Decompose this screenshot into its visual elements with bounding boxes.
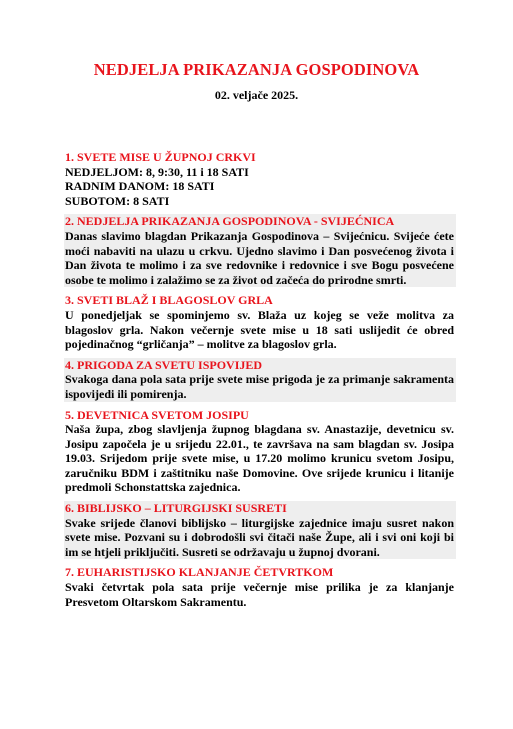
section-heading: 4. PRIGODA ZA SVETU ISPOVIJED	[65, 357, 263, 372]
mass-weekday-line: RADNIM DANOM: 18 SATI	[65, 179, 215, 194]
section-heading: 1. SVETE MISE U ŽUPNOJ CRKVI	[65, 150, 256, 164]
section-mass-times	[64, 150, 456, 208]
mass-sunday-line: NEDJELJOM: 8, 9:30, 11 i 18 SATI	[65, 164, 249, 179]
announcement-list	[64, 150, 456, 609]
mass-saturday-line: SUBOTOM: 8 SATI	[65, 193, 170, 208]
section-biblical-meetings	[64, 501, 456, 559]
section-confession	[64, 358, 456, 402]
section-body: Svake srijede članovi biblijsko – liturgijske zajednice imaju susret nakon svete mise. Pozvani su i dobrodošli svi čitači naše Župe, ali i svi oni koji bi im se htjeli priključiti. Susreti se održavaju u župnoj dvorani.	[65, 515, 454, 559]
section-heading: 3. SVETI BLAŽ I BLAGOSLOV GRLA	[65, 293, 273, 308]
section-novena-saint-joseph	[64, 408, 456, 496]
section-heading: 6. BIBLIJSKO – LITURGIJSKI SUSRETI	[65, 501, 287, 516]
page-date: 02. veljače 2025.	[214, 88, 299, 102]
section-candlemas	[64, 214, 456, 287]
section-heading: 7. EUHARISTIJSKO KLANJANJE ČETVRTKOM	[65, 565, 334, 580]
page-title: NEDJELJA PRIKAZANJA GOSPODINOVA	[93, 60, 420, 79]
section-body	[65, 165, 454, 209]
section-saint-blaise	[64, 293, 456, 351]
section-body: Svaki četvrtak pola sata prije večernje mise prilika je za klanjanje Presvetom Oltarskom Sakramentu.	[65, 580, 454, 609]
section-eucharistic-adoration	[64, 565, 456, 609]
section-body: Danas slavimo blagdan Prikazanja Gospodinova – Svijećnicu. Svijeće ćete moći nabaviti na ulazu u crkvu. Ujedno slavimo i Dan posvećenog života i Dan života te molimo i za sve redovnike i redovnice i sve Bogu posvećene osobe te molimo i zalažimo se za život od začeća do prirodne smrti.	[65, 228, 454, 287]
section-body: Svakoga dana pola sata prije svete mise prigoda je za primanje sakramenta ispovijedi ili pomirenja.	[65, 372, 454, 401]
section-heading: 2. NEDJELJA PRIKAZANJA GOSPODINOVA - SVIJEĆNICA	[65, 214, 395, 229]
section-body: U ponedjeljak se spominjemo sv. Blaža uz kojeg se veže molitva za blagoslov grla. Nakon večernje svete mise u 18 sati uslijedit će obred pojedinačnog “grličanja” – molitve za blagoslov grla.	[65, 307, 454, 352]
section-heading: 5. DEVETNICA SVETOM JOSIPU	[65, 407, 249, 422]
section-body: Naša župa, zbog slavljenja župnog blagdana sv. Anastazije, devetnicu sv. Josipu započela je u srijedu 22.01., te završava na sam blagdan sv. Josipa 19.03. Srijedom prije svete mise, u 17.20 molimo krunicu svetom Josipu, zaručniku BDM i zaštitniku naše Domovine. Ove srijede krunicu i litanije predmoli Schonstattska zajednica.	[65, 422, 454, 495]
